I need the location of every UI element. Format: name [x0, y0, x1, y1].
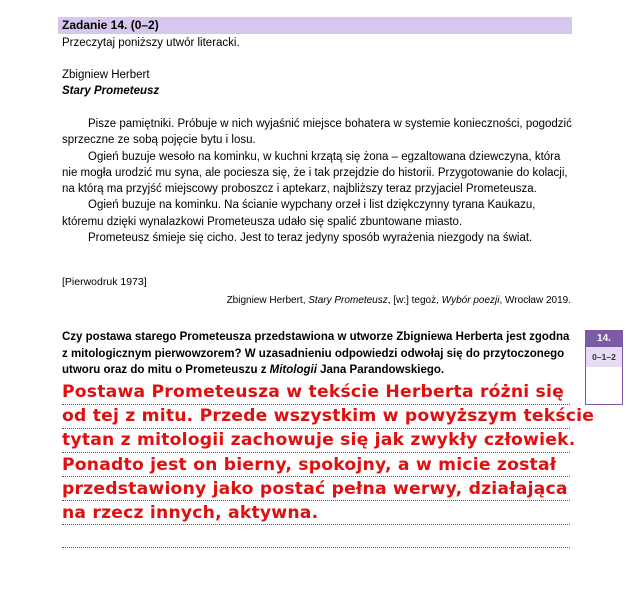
- poem-body: [62, 116, 574, 246]
- answer-line: [62, 547, 570, 548]
- poem-title: Stary Prometeusz: [62, 85, 160, 97]
- task-header: [58, 17, 572, 34]
- handwritten-answer: [62, 380, 597, 525]
- answer-line-text: na rzecz innych, aktywna.: [62, 503, 319, 524]
- task-title: Zadanie 14. (0–2): [62, 18, 159, 32]
- poem-paragraph: Ogień buzuje na kominku. Na ścianie wypchany orzeł i list dziękczynny tyrana Kaukazu, któremu dzięki wynalazkowi Prometeusza udało się spalić zbuntowane miasto.: [62, 199, 536, 228]
- task-instruction: Przeczytaj poniższy utwór literacki.: [62, 37, 240, 49]
- poem-paragraph: Pisze pamiętniki. Próbuje w nich wyjaśnić miejsce bohatera w systemie konieczności, pogodzić sprzeczne ze sobą pojęcie bytu i losu.: [62, 118, 572, 147]
- answer-line-text: od tej z mitu. Przede wszystkim w powyższym tekście: [62, 406, 595, 427]
- answer-line-text: Postawa Prometeusza w tekście Herberta różni się: [62, 382, 564, 402]
- answer-line-text: Ponadto jest on bierny, spokojny, a w micie został: [62, 454, 557, 475]
- source-citation: Zbigniew Herbert, Stary Prometeusz, [w:] tegoż, Wybór poezji, Wrocław 2019.: [226, 295, 571, 306]
- answer-line-text: tytan z mitologii zachowuje się jak zwykły człowiek.: [62, 430, 576, 451]
- score-task-number: 14.: [586, 331, 622, 347]
- first-print-note: [Pierwodruk 1973]: [62, 276, 147, 288]
- question-text: Czy postawa starego Prometeusza przedstawiona w utworze Zbigniewa Herberta jest zgodna z mitologicznym pierwowzorem? W uzasadnieniu odpowiedzi odwołaj się do przytoczonego utworu oraz do mitu o Prometeuszu z Mitologii Jana Parandowskiego.: [62, 331, 570, 376]
- answer-line-text: przedstawiony jako postać pełna werwy, działająca: [62, 478, 568, 499]
- score-range: 0–1–2: [586, 347, 622, 367]
- poem-paragraph: Ogień buzuje wesoło na kominku, w kuchni krzątą się żona – egzaltowana dziewczyna, która nie mogła urodzić mu syna, ale pociesza się, że i tak przejdzie do historii. Przygotowanie do kolacji, na którą ma przyjść miejscowy proboszcz i aptekarz, najbliższy teraz przyjaciel Prometeusza.: [62, 150, 568, 196]
- poem-paragraph: Prometeusz śmieje się cicho. Jest to teraz jedyny sposób wyrażenia niezgody na świat.: [88, 232, 533, 245]
- poem-author: Zbigniew Herbert: [62, 69, 150, 81]
